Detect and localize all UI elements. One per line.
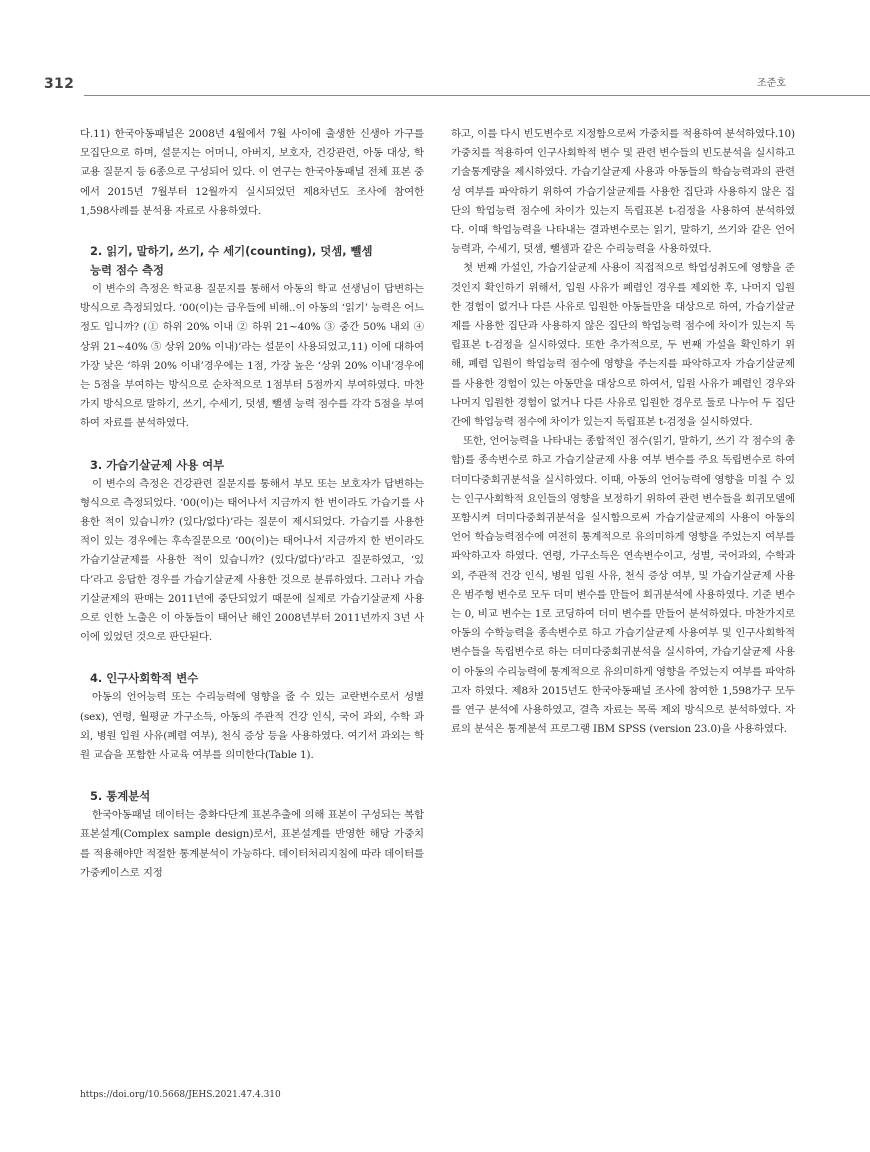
section-4 (80, 669, 424, 765)
section-3 (80, 456, 424, 648)
header-divider (84, 95, 870, 96)
right-paragraph-1: 하고, 이를 다시 빈도변수로 지정함으로써 가중치를 적용하여 분석하였다.10) 가중치를 적용하여 인구사회학적 변수 및 관련 변수들의 빈도분석을 실시하고 기술통계량을 제시하였다. 가습기살균제 사용과 아동들의 학습능력과의 관련성 여부를 파악하기 위하여 가습기살균제를 사용한 집단과 사용하지 않은 집단의 학업능력 점수에 차이가 있는지 독립표본 t-검정을 사용하여 분석하였다. 이때 학업능력을 나타내는 결과변수로는 읽기, 말하기, 쓰기와 같은 언어능력과, 수세기, 덧셈, 뺄셈과 같은 수리능력을 사용하였다. (451, 128, 795, 256)
section-4-title: 4. 인구사회학적 변수 (90, 671, 199, 686)
right-paragraph-2: 첫 번째 가설인, 가습기살균제 사용이 직접적으로 학업성취도에 영향을 준 것인지 확인하기 위해서, 입원 사유가 폐렴인 경우를 제외한 후, 나머지 입원한 경험이 없거나 다른 사유로 입원한 아동들만을 대상으로 하여, 가습기살균제를 사용한 집단과 사용하지 않은 집단의 학업능력 점수에 차이가 있는지 독립표본 t-검정을 실시하였다. 또한 추가적으로, 두 번째 가설을 확인하기 위해, 폐렴 입원이 학업능력 점수에 영향을 주는지를 파악하고자 가습기살균제를 사용한 경험이 있는 아동만을 대상으로 하여서, 입원 사유가 폐렴인 경우와 나머지 입원한 경험이 없거나 다른 사유로 입원한 경우로 둘로 나누어 두 집단 간에 학업능력 점수에 차이가 있는지 독립표본 t-검정을 실시하였다. (451, 262, 795, 429)
running-head-author: 조준호 (757, 78, 786, 89)
left-column (80, 125, 424, 883)
section-5 (80, 787, 424, 883)
doi-link[interactable]: https://doi.org/10.5668/JEHS.2021.47.4.310 (80, 1090, 281, 1100)
section-2 (80, 242, 424, 434)
section-3-body: 이 변수의 측정은 건강관련 질문지를 통해서 부모 또는 보호자가 답변하는 형식으로 측정되었다. ‘00(이)는 태어나서 지금까지 한 번이라도 가습기를 사용한 적이 있습니까? (있다/없다)’라는 질문이 제시되었다. 가습기를 사용한 적이 있는 경우에는 후속질문으로 ‘00(이)는 태어나서 지금까지 한 번이라도 가습기살균제를 사용한 적이 있습니까? (있다/없다)’라고 질문하였고, ‘있다’라고 응답한 경우를 가습기살균제 사용한 것으로 분류하였다. 그러나 가습기살균제의 판매는 2011년에 중단되었기 때문에 실제로 가습기살균제 사용으로 인한 노출은 이 아동들이 태어난 해인 2008년부터 2011년까지 3년 사이에 있었던 것으로 판단된다. (80, 477, 424, 644)
right-column (451, 125, 795, 740)
intro-paragraph: 다.11) 한국아동패널은 2008년 4월에서 7월 사이에 출생한 신생아 가구를 모집단으로 하며, 설문지는 어머니, 아버지, 보호자, 건강관련, 아동 대상, 학교용 질문지 등 6종으로 구성되어 있다. 이 연구는 한국아동패널 전체 표본 중에서 2015년 7월부터 12월까지 실시되었던 제8차년도 조사에 참여한 1,598사례를 분석용 자료로 사용하였다. (80, 128, 424, 217)
page-header (0, 0, 870, 100)
section-2-title-cont: 능력 점수 측정 (90, 263, 164, 278)
page-number: 312 (44, 76, 75, 92)
section-2-body: 이 변수의 측정은 학교용 질문지를 통해서 아동의 학교 선생님이 답변하는 방식으로 측정되었다. ‘00(이)는 급우들에 비해..이 아동의 ‘읽기’ 능력은 어느 정도 입니까? (① 하위 20% 이내 ② 하위 21~40% ③ 중간 50% 내외 ④ 상위 21~40% ⑤ 상위 20% 이내)’라는 설문이 사용되었고,11) 이에 대하여 가장 낮은 ‘하위 20% 이내’경우에는 1점, 가장 높은 ‘상위 20% 이내’경우에는 5점을 부여하는 방식으로 순차적으로 1점부터 5점까지 부여하였다. 마찬가지 방식으로 말하기, 쓰기, 수세기, 덧셈, 뺄셈 능력 점수를 각각 5점을 부여하여 자료를 분석하였다. (80, 283, 425, 430)
section-5-body: 한국아동패널 데이터는 층화다단계 표본추출에 의해 표본이 구성되는 복합표본설계(Complex sample design)로서, 표본설계를 반영한 해당 가중치를 적용해야만 적절한 통계분석이 가능하다. 데이터처리지침에 따라 데이터를 가중케이스로 지정 (80, 809, 424, 879)
right-paragraph-3: 또한, 언어능력을 나타내는 종합적인 점수(읽기, 말하기, 쓰기 각 점수의 총합)를 종속변수로 하고 가습기살균제 사용 여부 변수를 주요 독립변수로 하여 더미다중회귀분석을 실시하였다. 이때, 아동의 언어능력에 영향을 미칠 수 있는 인구사회학적 요인들의 영향을 보정하기 위하여 관련 변수들을 회귀모델에 포함시켜 더미다중회귀분석을 실시함으로써 가습기살균제의 사용이 아동의 언어 학습능력점수에 여전히 통계적으로 유의미하게 영향을 주었는지 여부를 파악하고자 하였다. 연령, 가구소득은 연속변수이고, 성별, 국어과외, 수학과외, 주관적 건강 인식, 병원 입원 사유, 천식 증상 여부, 및 가습기살균제 사용은 범주형 변수로 모두 더미 변수를 만들어 회귀분석에 사용하였다. 기준 변수는 0, 비교 변수는 1로 코딩하여 더미 변수를 만들어 분석하였다. 마찬가지로 아동의 수학능력을 종속변수로 하고 가습기살균제 사용여부 및 인구사회학적 변수들을 독립변수로 하는 더미다중회귀분석을 실시하여, 가습기살균제 사용이 아동의 수리능력에 통계적으로 유의미하게 영향을 주었는지 여부를 파악하고자 하였다. 제8차 2015년도 한국아동패널 조사에 참여한 1,598가구 모두를 연구 분석에 사용하였고, 결측 자료는 목록 제외 방식으로 분석하였다. 자료의 분석은 통계분석 프로그램 IBM SPSS (version 23.0)을 사용하였다. (451, 435, 795, 736)
section-3-title: 3. 가습기살균제 사용 여부 (90, 457, 225, 472)
section-5-title: 5. 통계분석 (90, 789, 151, 804)
section-4-body: 아동의 언어능력 또는 수리능력에 영향을 줄 수 있는 교란변수로서 성별(sex), 연령, 월평균 가구소득, 아동의 주관적 건강 인식, 국어 과외, 수학 과외, 병원 입원 사유(폐렴 여부), 천식 증상 등을 사용하였다. 여기서 과외는 학원 교습을 포함한 사교육 여부를 의미한다(Table 1). (80, 691, 424, 762)
section-2-title: 2. 읽기, 말하기, 쓰기, 수 세기(counting), 덧셈, 뺄셈 (90, 244, 373, 259)
